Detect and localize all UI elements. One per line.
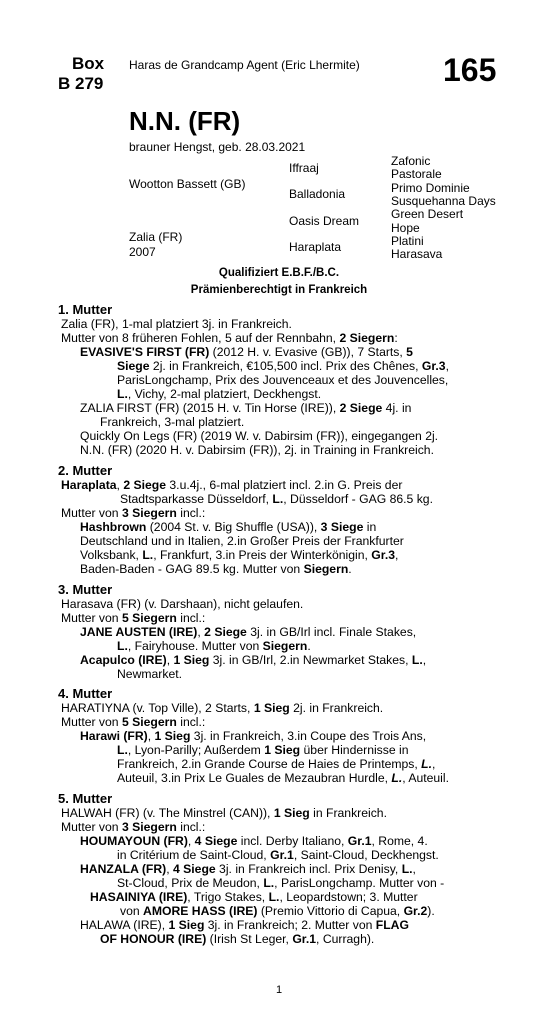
pedigree-g4: Susquehanna Days (391, 194, 496, 208)
box-number: B 279 (58, 74, 104, 93)
paragraph: Mutter von 8 früheren Fohlen, 5 auf der Rennbahn, 2 Siegern: (61, 331, 398, 345)
pedigree-dam: Zalia (FR) (129, 230, 183, 244)
pedigree-dam-sire: Oasis Dream (289, 214, 360, 228)
pedigree-g1: Zafonic (391, 154, 431, 168)
pedigree-g7: Platini (391, 234, 424, 248)
lot-number: 165 (443, 52, 497, 88)
consignor: Haras de Grandcamp Agent (Eric Lhermite) (129, 58, 360, 72)
qualification-line-2: Prämienberechtigt in Frankreich (190, 284, 368, 296)
paragraph: HOUMAYOUN (FR), 4 Siege incl. Derby Italiano, Gr.1, Rome, 4. in Critérium de Saint-Cloud, Gr.1, Saint-Cloud, Deckhengst. (80, 834, 439, 862)
section-title-3: 3. Mutter (58, 582, 113, 597)
paragraph: N.N. (FR) (2020 H. v. Dabirsim (FR)), 2j. in Training in Frankreich. (80, 443, 434, 457)
paragraph: HARATIYNA (v. Top Ville), 2 Starts, 1 Sieg 2j. in Frankreich. (61, 701, 384, 715)
section-title-5: 5. Mutter (58, 791, 113, 806)
section-title-1: 1. Mutter (58, 302, 113, 317)
horse-description: brauner Hengst, geb. 28.03.2021 (129, 140, 306, 154)
box-label: Box (72, 54, 105, 73)
paragraph: Quickly On Legs (FR) (2019 W. v. Dabirsim (FR)), eingegangen 2j. (80, 429, 439, 443)
paragraph: HANZALA (FR), 4 Siege 3j. in Frankreich incl. Prix Denisy, L., St-Cloud, Prix de Meudon, L., ParisLongchamp. Mutter von - HASAINIYA (IRE), Trigo Stakes, L., Leopardstown; 3. Mutter von AMORE HASS (IRE) (Premio Vittorio di Capua, Gr.2). (80, 862, 445, 918)
pedigree-sire-sire: Iffraaj (289, 161, 319, 175)
paragraph: Hashbrown (2004 St. v. Big Shuffle (USA)), 3 Siege in Deutschland und in Italien, 2.in Großer Preis der Frankfurter Volksbank, L., Frankfurt, 3.in Preis der Winterkönigin, Gr.3, Baden-Baden - GAG 89.5 kg. Mutter von Siegern. (80, 520, 404, 576)
paragraph: EVASIVE'S FIRST (FR) (2012 H. v. Evasive (GB)), 7 Starts, 5 Siege 2j. in Frankreich, €105,500 incl. Prix des Chênes, Gr.3, ParisLongchamp, Prix des Jouvenceaux et des Jouvencelles, L., Vichy, 2-mal platziert, Deckhengst. (80, 345, 449, 401)
box-info (58, 54, 105, 94)
paragraph: JANE AUSTEN (IRE), 2 Siege 3j. in GB/Irl incl. Finale Stakes, L., Fairyhouse. Mutter von Siegern. (80, 625, 417, 653)
page-number: 1 (275, 984, 283, 996)
pedigree-dam-year: 2007 (129, 245, 156, 259)
paragraph: Harasava (FR) (v. Darshaan), nicht gelaufen. (61, 597, 304, 611)
pedigree-g8: Harasava (391, 247, 443, 261)
section-title-2: 2. Mutter (58, 463, 113, 478)
paragraph: ZALIA FIRST (FR) (2015 H. v. Tin Horse (IRE)), 2 Siege 4j. in Frankreich, 3-mal platziert. (80, 401, 412, 429)
qualification-line-1: Qualifiziert E.B.F./B.C. (218, 267, 340, 279)
pedigree-sire-dam: Balladonia (289, 187, 346, 201)
pedigree-dam-dam: Haraplata (289, 240, 342, 254)
paragraph: HALAWA (IRE), 1 Sieg 3j. in Frankreich; 2. Mutter von FLAG OF HONOUR (IRE) (Irish St Leger, Gr.1, Curragh). (80, 918, 409, 946)
pedigree-g6: Hope (391, 221, 420, 235)
paragraph: Haraplata, 2 Siege 3.u.4j., 6-mal platziert incl. 2.in G. Preis der Stadtsparkasse Düsseldorf, L., Düsseldorf - GAG 86.5 kg. (61, 478, 433, 506)
pedigree-g2: Pastorale (391, 167, 442, 181)
paragraph: Mutter von 3 Siegern incl.: (61, 820, 206, 834)
paragraph: Harawi (FR), 1 Sieg 3j. in Frankreich, 3.in Coupe des Trois Ans, L., Lyon-Parilly; Außerdem 1 Sieg über Hindernisse in Frankreich, 2.in Grande Course de Haies de Printemps, L., Auteuil, 3.in Prix Le Guales de Mezaubran Hurdle, L., Auteuil. (80, 729, 449, 785)
paragraph: Acapulco (IRE), 1 Sieg 3j. in GB/Irl, 2.in Newmarket Stakes, L., Newmarket. (80, 653, 427, 681)
pedigree-g3: Primo Dominie (391, 181, 470, 195)
pedigree-g5: Green Desert (391, 207, 464, 221)
pedigree-sire: Wootton Bassett (GB) (129, 177, 246, 191)
section-title-4: 4. Mutter (58, 686, 113, 701)
paragraph: Mutter von 5 Siegern incl.: (61, 611, 206, 625)
horse-name: N.N. (FR) (129, 106, 241, 136)
paragraph: Mutter von 3 Siegern incl.: (61, 506, 206, 520)
paragraph: Mutter von 5 Siegern incl.: (61, 715, 206, 729)
paragraph: Zalia (FR), 1-mal platziert 3j. in Frankreich. (61, 317, 292, 331)
paragraph: HALWAH (FR) (v. The Minstrel (CAN)), 1 Sieg in Frankreich. (61, 806, 387, 820)
